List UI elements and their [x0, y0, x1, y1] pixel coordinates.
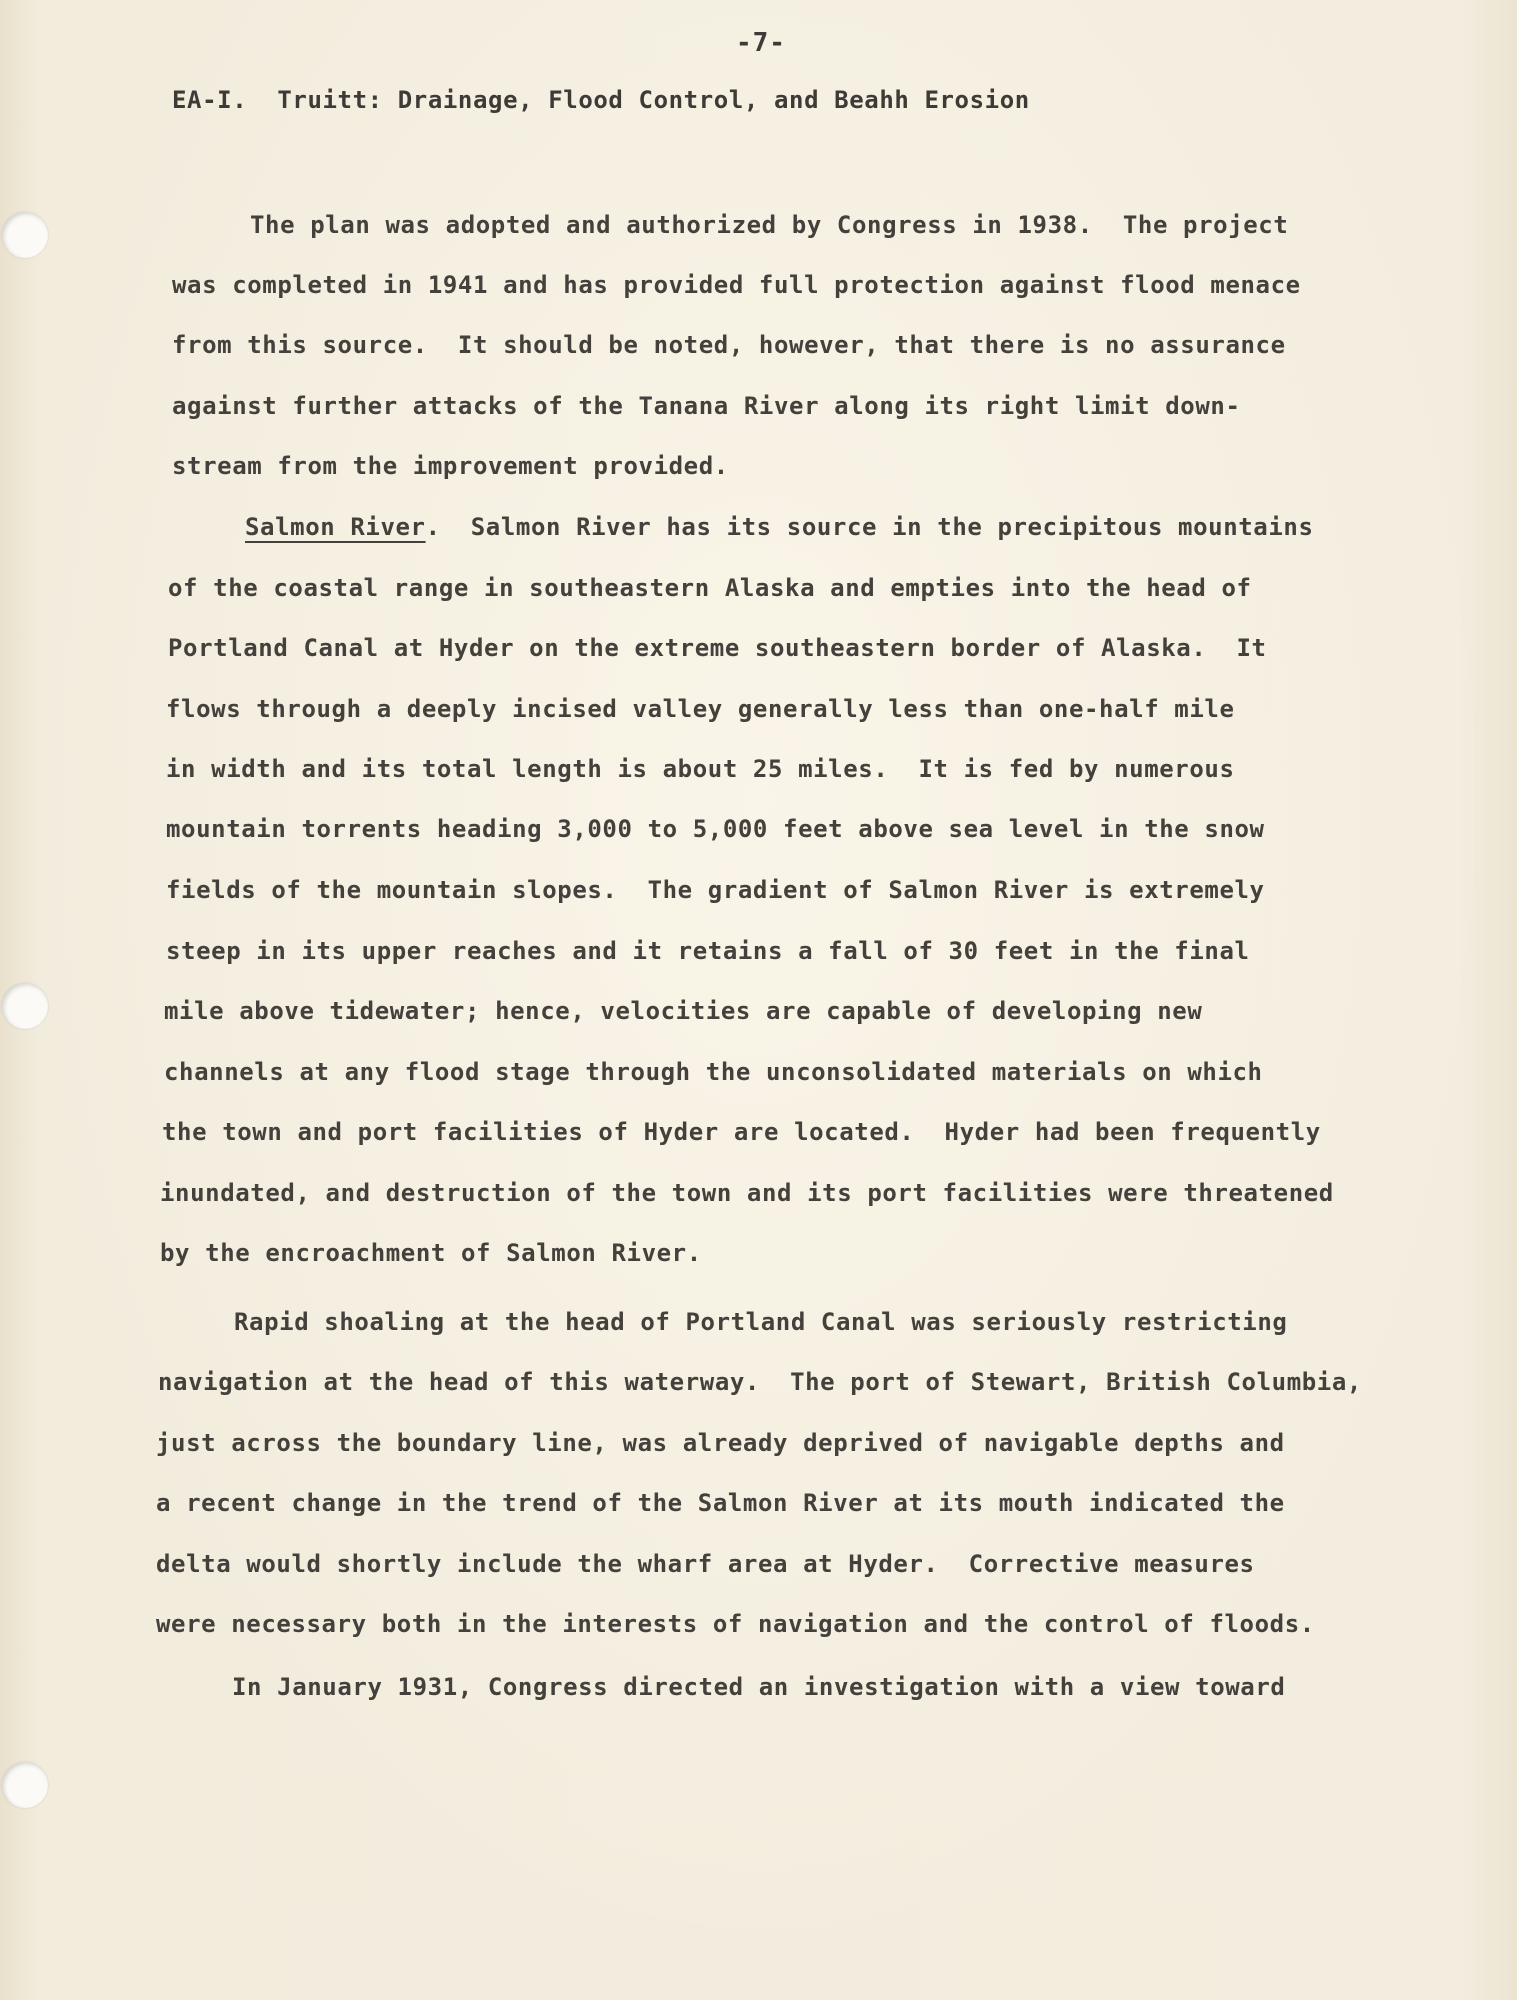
- paragraph-line: by the encroachment of Salmon River.: [160, 1239, 702, 1267]
- paragraph-line: against further attacks of the Tanana River along its right limit down-: [172, 392, 1241, 420]
- paragraph-line: delta would shortly include the wharf area at Hyder. Corrective measures: [156, 1550, 1255, 1578]
- page-number: -7-: [736, 28, 786, 58]
- punch-hole: [2, 983, 48, 1029]
- paragraph-line: was completed in 1941 and has provided full protection against flood menace: [172, 271, 1301, 299]
- running-header: EA-I. Truitt: Drainage, Flood Control, and Beahh Erosion: [172, 86, 1030, 114]
- paragraph-line: stream from the improvement provided.: [172, 452, 729, 480]
- paragraph-line: Rapid shoaling at the head of Portland Canal was seriously restricting: [234, 1308, 1288, 1336]
- punch-hole: [2, 1762, 48, 1808]
- punch-hole: [2, 212, 48, 258]
- paragraph-line: In January 1931, Congress directed an investigation with a view toward: [232, 1673, 1286, 1701]
- paragraph-line: mountain torrents heading 3,000 to 5,000 feet above sea level in the snow: [166, 815, 1265, 843]
- paragraph-line: a recent change in the trend of the Salmon River at its mouth indicated the: [156, 1489, 1285, 1517]
- paragraph-line: inundated, and destruction of the town and its port facilities were threatened: [160, 1179, 1334, 1207]
- paragraph-line: channels at any flood stage through the unconsolidated materials on which: [164, 1058, 1263, 1086]
- paragraph-line: of the coastal range in southeastern Alaska and empties into the head of: [168, 574, 1252, 602]
- paragraph-line: flows through a deeply incised valley generally less than one-half mile: [166, 695, 1235, 723]
- paragraph-line: Portland Canal at Hyder on the extreme southeastern border of Alaska. It: [168, 634, 1267, 662]
- paragraph-line: navigation at the head of this waterway. The port of Stewart, British Columbia,: [158, 1368, 1362, 1396]
- paragraph-line: in width and its total length is about 25 miles. It is fed by numerous: [166, 755, 1235, 783]
- paragraph-line: the town and port facilities of Hyder are located. Hyder had been frequently: [162, 1118, 1321, 1146]
- paragraph-line: steep in its upper reaches and it retains a fall of 30 feet in the final: [166, 937, 1250, 965]
- paragraph-line: mile above tidewater; hence, velocities are capable of developing new: [164, 997, 1203, 1025]
- paragraph-line: The plan was adopted and authorized by Congress in 1938. The project: [250, 211, 1289, 239]
- section-heading: Salmon River: [245, 513, 426, 541]
- paragraph-line: just across the boundary line, was already deprived of navigable depths and: [156, 1429, 1285, 1457]
- paragraph-line: Salmon River. Salmon River has its source in the precipitous mountains: [245, 513, 1314, 541]
- paragraph-line: were necessary both in the interests of navigation and the control of floods.: [156, 1610, 1315, 1638]
- paragraph-line: from this source. It should be noted, however, that there is no assurance: [172, 331, 1286, 359]
- paragraph-line: fields of the mountain slopes. The gradient of Salmon River is extremely: [166, 876, 1265, 904]
